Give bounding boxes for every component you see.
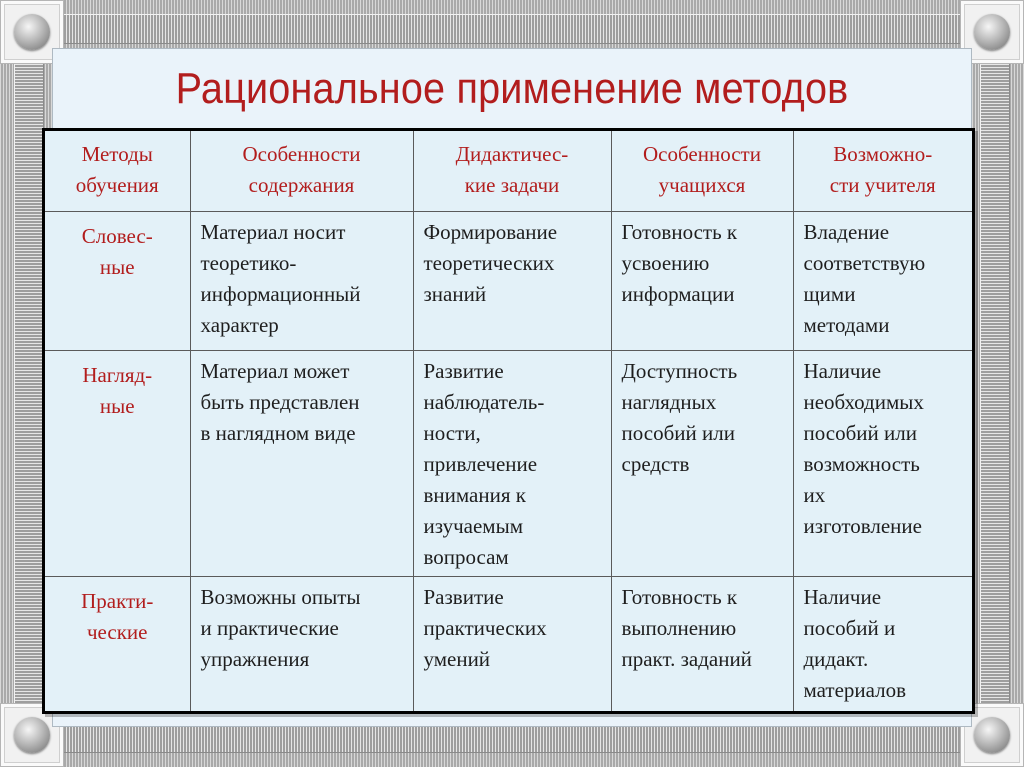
table-cell: Формирование теоретических знаний	[413, 211, 611, 350]
table-row-practical	[45, 576, 972, 711]
frame-band-top	[0, 14, 1024, 44]
table-cell: Материал носит теоретико- информационный характер	[190, 211, 413, 350]
table-cell: Развитие практических умений	[413, 576, 611, 711]
rivet-icon	[14, 717, 50, 753]
table-cell: Владение соответствую щими методами	[793, 211, 972, 350]
table-cell: Материал может быть представлен в наглядном виде	[190, 350, 413, 576]
methods-table	[45, 131, 972, 711]
frame-band-right	[980, 0, 1010, 767]
methods-table-container	[42, 128, 975, 714]
method-verbal: Словес- ные	[45, 211, 190, 350]
frame-band-bottom	[0, 723, 1024, 753]
slide-title: Рациональное применение методов	[175, 64, 849, 113]
header-student-features: Особенности учащихся	[611, 131, 793, 211]
rivet-icon	[974, 14, 1010, 50]
table-cell: Доступность наглядных пособий или средств	[611, 350, 793, 576]
table-cell: Готовность к усвоению информации	[611, 211, 793, 350]
table-header-row	[45, 131, 972, 211]
table-cell: Готовность к выполнению практ. заданий	[611, 576, 793, 711]
header-methods: Методы обучения	[45, 131, 190, 211]
header-didactic-tasks: Дидактичес- кие задачи	[413, 131, 611, 211]
table-row-verbal	[45, 211, 972, 350]
table-cell: Наличие необходимых пособий или возможность их изготовление	[793, 350, 972, 576]
method-practical: Практи- ческие	[45, 576, 190, 711]
header-teacher-capabilities: Возможно- сти учителя	[793, 131, 972, 211]
rivet-icon	[14, 14, 50, 50]
header-content-features: Особенности содержания	[190, 131, 413, 211]
frame-band-left	[14, 0, 44, 767]
table-cell: Наличие пособий и дидакт. материалов	[793, 576, 972, 711]
table-row-visual	[45, 350, 972, 576]
table-cell: Возможны опыты и практические упражнения	[190, 576, 413, 711]
table-cell: Развитие наблюдатель- ности, привлечение внимания к изучаемым вопросам	[413, 350, 611, 576]
rivet-icon	[974, 717, 1010, 753]
method-visual: Нагляд- ные	[45, 350, 190, 576]
